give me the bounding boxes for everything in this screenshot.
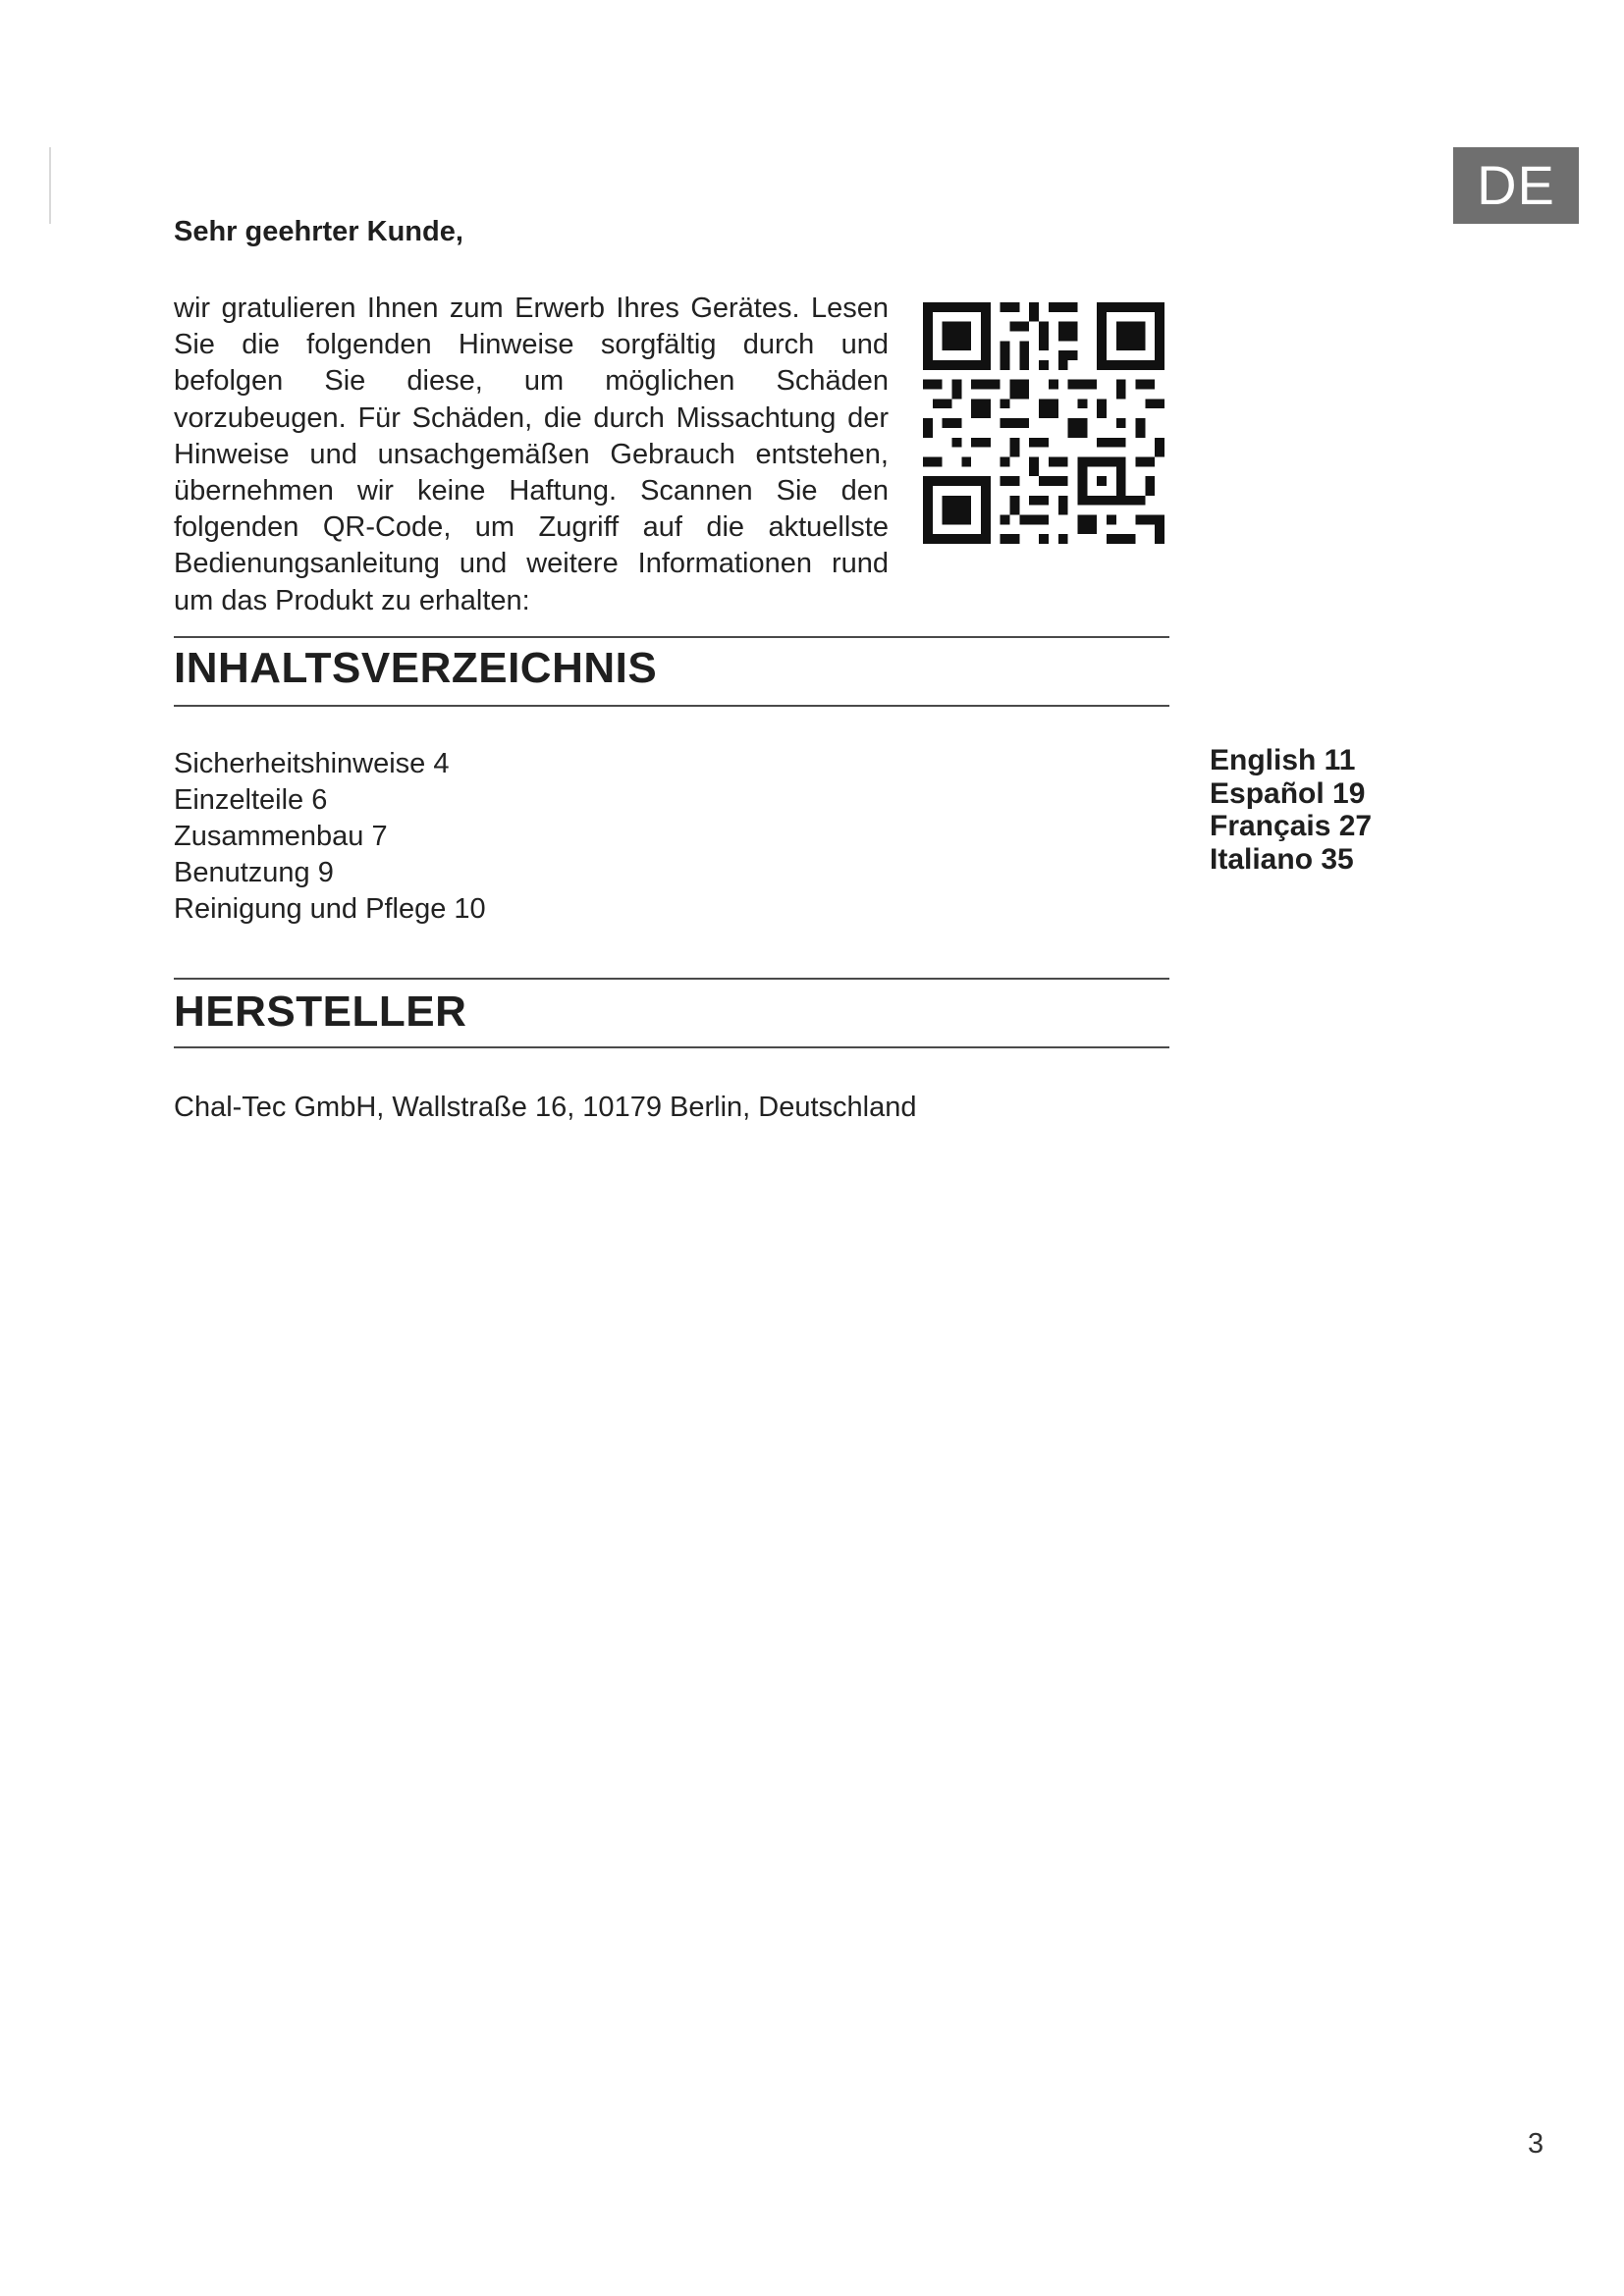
- toc-heading: INHALTSVERZEICHNIS: [174, 644, 658, 692]
- toc-item-reinigung[interactable]: Reinigung und Pflege 10: [174, 893, 486, 925]
- toc-item-benutzung[interactable]: Benutzung 9: [174, 857, 334, 888]
- table-of-contents: [174, 746, 486, 928]
- qr-code-icon[interactable]: [923, 302, 1164, 544]
- language-index: [1210, 744, 1372, 876]
- language-item-italiano[interactable]: Italiano 35: [1210, 842, 1354, 876]
- margin-mark: [49, 147, 51, 224]
- toc-top-rule: [174, 636, 1169, 638]
- language-item-espanol[interactable]: Español 19: [1210, 776, 1366, 810]
- toc-bottom-rule: [174, 705, 1169, 707]
- language-tab: DE: [1453, 147, 1579, 224]
- manufacturer-top-rule: [174, 978, 1169, 980]
- manufacturer-address: Chal-Tec GmbH, Wallstraße 16, 10179 Berlin, Deutschland: [174, 1092, 917, 1123]
- toc-item-sicherheitshinweise[interactable]: Sicherheitshinweise 4: [174, 748, 450, 779]
- manufacturer-heading: HERSTELLER: [174, 988, 467, 1036]
- manufacturer-bottom-rule: [174, 1046, 1169, 1048]
- language-item-english[interactable]: English 11: [1210, 744, 1356, 776]
- toc-item-einzelteile[interactable]: Einzelteile 6: [174, 784, 328, 816]
- language-item-francais[interactable]: Français 27: [1210, 810, 1373, 842]
- page-number: 3: [1528, 2128, 1544, 2160]
- intro-paragraph: wir gratulieren Ihnen zum Erwerb Ihres Gerätes. Lesen Sie die folgenden Hinweise sorgfältig durch und befolgen Sie diese, um möglichen Schäden vorzubeugen. Für Schäden, die durch Missachtung der Hinweise und unsachgemäßen Gebrauch entstehen, übernehmen wir keine Haftung. Scannen Sie den folgenden QR-Code, um Zugriff auf die aktuellste Bedienungsanleitung und weitere Informationen rund um das Produkt zu erhalten:: [174, 293, 889, 616]
- toc-item-zusammenbau[interactable]: Zusammenbau 7: [174, 821, 388, 852]
- salutation: Sehr geehrter Kunde,: [174, 216, 463, 247]
